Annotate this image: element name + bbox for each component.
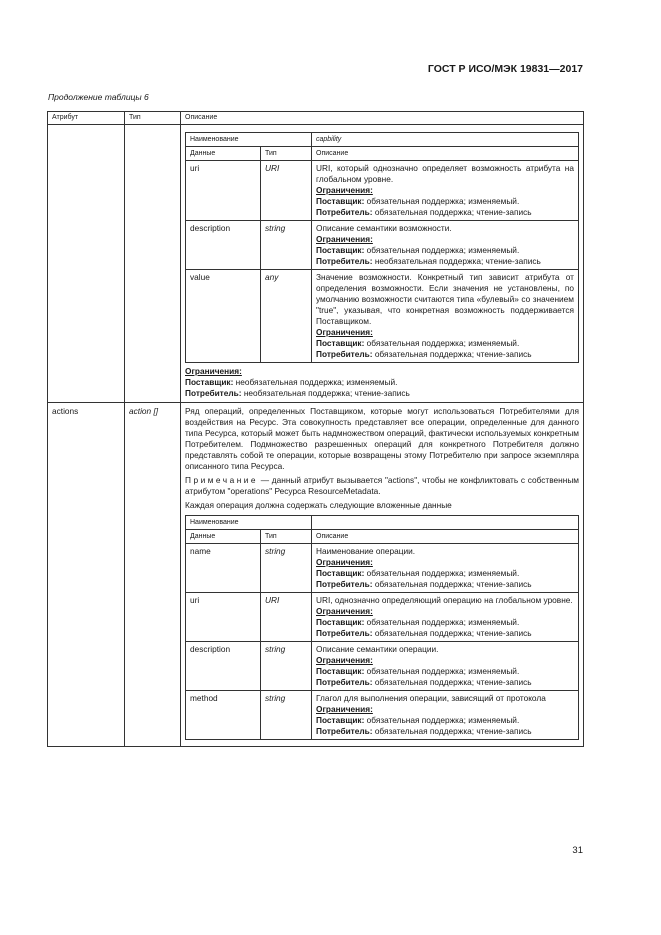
consumer-text: обязательная поддержка; чтение-запись — [374, 579, 532, 589]
nested-data: uri — [186, 161, 261, 221]
consumer-text: обязательная поддержка; чтение-запись — [374, 677, 532, 687]
consumer-text: обязательная поддержка; чтение-запись — [374, 207, 532, 217]
nested-type: string — [261, 544, 312, 593]
nested-header-row — [186, 530, 579, 544]
nested-col-type: Тип — [261, 530, 312, 544]
nested-row-description — [186, 642, 579, 691]
nested-desc — [312, 691, 579, 740]
provider-line — [316, 715, 574, 726]
consumer-line — [316, 256, 574, 267]
nested-col-desc: Описание — [312, 530, 579, 544]
outer-provider-line — [185, 377, 579, 388]
consumer-line — [316, 207, 574, 218]
provider-label: Поставщик: — [316, 617, 365, 627]
provider-text: обязательная поддержка; изменяемый. — [366, 617, 520, 627]
nested-name-label: Наименование — [186, 133, 312, 147]
consumer-text: обязательная поддержка; чтение-запись — [374, 349, 532, 359]
desc-text: Описание семантики операции. — [316, 644, 439, 654]
nested-data: description — [186, 642, 261, 691]
table-row-actions — [48, 403, 584, 747]
nested-type: URI — [261, 161, 312, 221]
nested-desc — [312, 593, 579, 642]
attr-cell: actions — [48, 403, 125, 747]
nested-name-label: Наименование — [186, 516, 312, 530]
nested-desc — [312, 642, 579, 691]
outer-provider-label: Поставщик: — [185, 377, 234, 387]
nested-col-data: Данные — [186, 530, 261, 544]
provider-text: обязательная поддержка; изменяемый. — [366, 666, 520, 676]
nested-data: uri — [186, 593, 261, 642]
provider-line — [316, 617, 574, 628]
description-cell — [181, 125, 584, 403]
nested-desc — [312, 161, 579, 221]
constraints-label: Ограничения: — [316, 606, 373, 616]
nested-header-row — [186, 147, 579, 161]
nested-col-type: Тип — [261, 147, 312, 161]
provider-text: обязательная поддержка; изменяемый. — [366, 568, 520, 578]
desc-text: URI, однозначно определяющий операцию на глобальном уровне. — [316, 595, 573, 605]
nested-type: any — [261, 270, 312, 363]
nested-name-value: capbility — [312, 133, 579, 147]
outer-constraints-label: Ограничения: — [185, 366, 242, 376]
nested-desc — [312, 221, 579, 270]
provider-label: Поставщик: — [316, 715, 365, 725]
provider-line — [316, 666, 574, 677]
consumer-line — [316, 579, 574, 590]
constraints-label: Ограничения: — [316, 234, 373, 244]
capability-nested-table — [185, 132, 579, 363]
outer-consumer-text: необязательная поддержка; чтение-запись — [243, 388, 410, 398]
nested-row-value — [186, 270, 579, 363]
consumer-label: Потребитель: — [316, 677, 373, 687]
constraints-label: Ограничения: — [316, 655, 373, 665]
nested-row-description — [186, 221, 579, 270]
desc-text: Наименование операции. — [316, 546, 416, 556]
nested-name-row — [186, 516, 579, 530]
note-text: — данный атрибут вызывается "actions", чтобы не конфликтовать с собственным атрибутом "operations" Ресурса ResourceMetadata. — [185, 475, 579, 496]
consumer-line — [316, 349, 574, 360]
provider-text: обязательная поддержка; изменяемый. — [366, 196, 520, 206]
consumer-text: необязательная поддержка; чтение-запись — [374, 256, 541, 266]
nested-desc — [312, 270, 579, 363]
consumer-label: Потребитель: — [316, 726, 373, 736]
provider-label: Поставщик: — [316, 666, 365, 676]
page-number: 31 — [572, 845, 583, 856]
nested-data: method — [186, 691, 261, 740]
provider-text: обязательная поддержка; изменяемый. — [366, 338, 520, 348]
provider-line — [316, 196, 574, 207]
consumer-label: Потребитель: — [316, 256, 373, 266]
nested-data: name — [186, 544, 261, 593]
provider-label: Поставщик: — [316, 568, 365, 578]
desc-text: Описание семантики возможности. — [316, 223, 452, 233]
nested-desc — [312, 544, 579, 593]
note-label: Примечание — [185, 475, 259, 485]
nested-data: value — [186, 270, 261, 363]
constraints-label: Ограничения: — [316, 557, 373, 567]
attr-cell-empty — [48, 125, 125, 403]
actions-note — [185, 475, 579, 497]
provider-text: обязательная поддержка; изменяемый. — [366, 245, 520, 255]
provider-label: Поставщик: — [316, 338, 365, 348]
provider-label: Поставщик: — [316, 196, 365, 206]
provider-text: обязательная поддержка; изменяемый. — [366, 715, 520, 725]
nested-col-desc: Описание — [312, 147, 579, 161]
type-cell-empty — [125, 125, 181, 403]
nested-type: string — [261, 691, 312, 740]
nested-name-row — [186, 133, 579, 147]
document-header: ГОСТ Р ИСО/МЭК 19831—2017 — [427, 63, 583, 75]
nested-type: string — [261, 642, 312, 691]
constraints-label: Ограничения: — [316, 327, 373, 337]
actions-each: Каждая операция должна содержать следующие вложенные данные — [185, 500, 452, 510]
desc-text: Глагол для выполнения операции, зависящий от протокола — [316, 693, 546, 703]
nested-row-method — [186, 691, 579, 740]
col-header-type: Тип — [125, 112, 181, 125]
table-row-capability — [48, 125, 584, 403]
provider-label: Поставщик: — [316, 245, 365, 255]
nested-data: description — [186, 221, 261, 270]
provider-line — [316, 338, 574, 349]
actions-nested-table — [185, 515, 579, 740]
col-header-description: Описание — [181, 112, 584, 125]
col-header-attribute: Атрибут — [48, 112, 125, 125]
consumer-label: Потребитель: — [316, 579, 373, 589]
provider-line — [316, 245, 574, 256]
nested-col-data: Данные — [186, 147, 261, 161]
consumer-text: обязательная поддержка; чтение-запись — [374, 628, 532, 638]
constraints-label: Ограничения: — [316, 185, 373, 195]
table-caption: Продолжение таблицы 6 — [48, 92, 149, 102]
nested-type: URI — [261, 593, 312, 642]
consumer-label: Потребитель: — [316, 349, 373, 359]
nested-row-name — [186, 544, 579, 593]
consumer-label: Потребитель: — [316, 628, 373, 638]
table-header-row — [48, 112, 584, 125]
provider-line — [316, 568, 574, 579]
consumer-text: обязательная поддержка; чтение-запись — [374, 726, 532, 736]
type-cell: action [] — [125, 403, 181, 747]
constraints-label: Ограничения: — [316, 704, 373, 714]
consumer-line — [316, 726, 574, 737]
desc-text: URI, который однозначно определяет возможность атрибута на глобальном уровне. — [316, 163, 574, 184]
attributes-table — [47, 111, 584, 747]
nested-type: string — [261, 221, 312, 270]
desc-text: Значение возможности. Конкретный тип зависит атрибута от определения возможности. Если значения не установлены, по умолчанию возможности считаются типа «булевый» со значением "true", указывая, что конкретная возможность поддерживается Поставщиком. — [316, 272, 574, 326]
nested-name-value — [312, 516, 579, 530]
outer-provider-text: необязательная поддержка; изменяемый. — [235, 377, 398, 387]
outer-consumer-line — [185, 388, 579, 399]
nested-row-uri — [186, 593, 579, 642]
consumer-line — [316, 677, 574, 688]
consumer-label: Потребитель: — [316, 207, 373, 217]
outer-consumer-label: Потребитель: — [185, 388, 242, 398]
nested-row-uri — [186, 161, 579, 221]
consumer-line — [316, 628, 574, 639]
actions-intro: Ряд операций, определенных Поставщиком, которые могут использоваться Потребителями для воздействия на Ресурс. Эта совокупность представляет все операции, определенные для данного типа Ресурса, который может быть надмножеством операций, фактически используемых конкретным Потребителем. Подмножество разрешенных операций для конкретного Потребителя должно представлять собой те операции, которые возвращены этому Потребителю при запросе экземпляра описанного типа Ресурса. — [185, 406, 579, 471]
description-cell — [181, 403, 584, 747]
